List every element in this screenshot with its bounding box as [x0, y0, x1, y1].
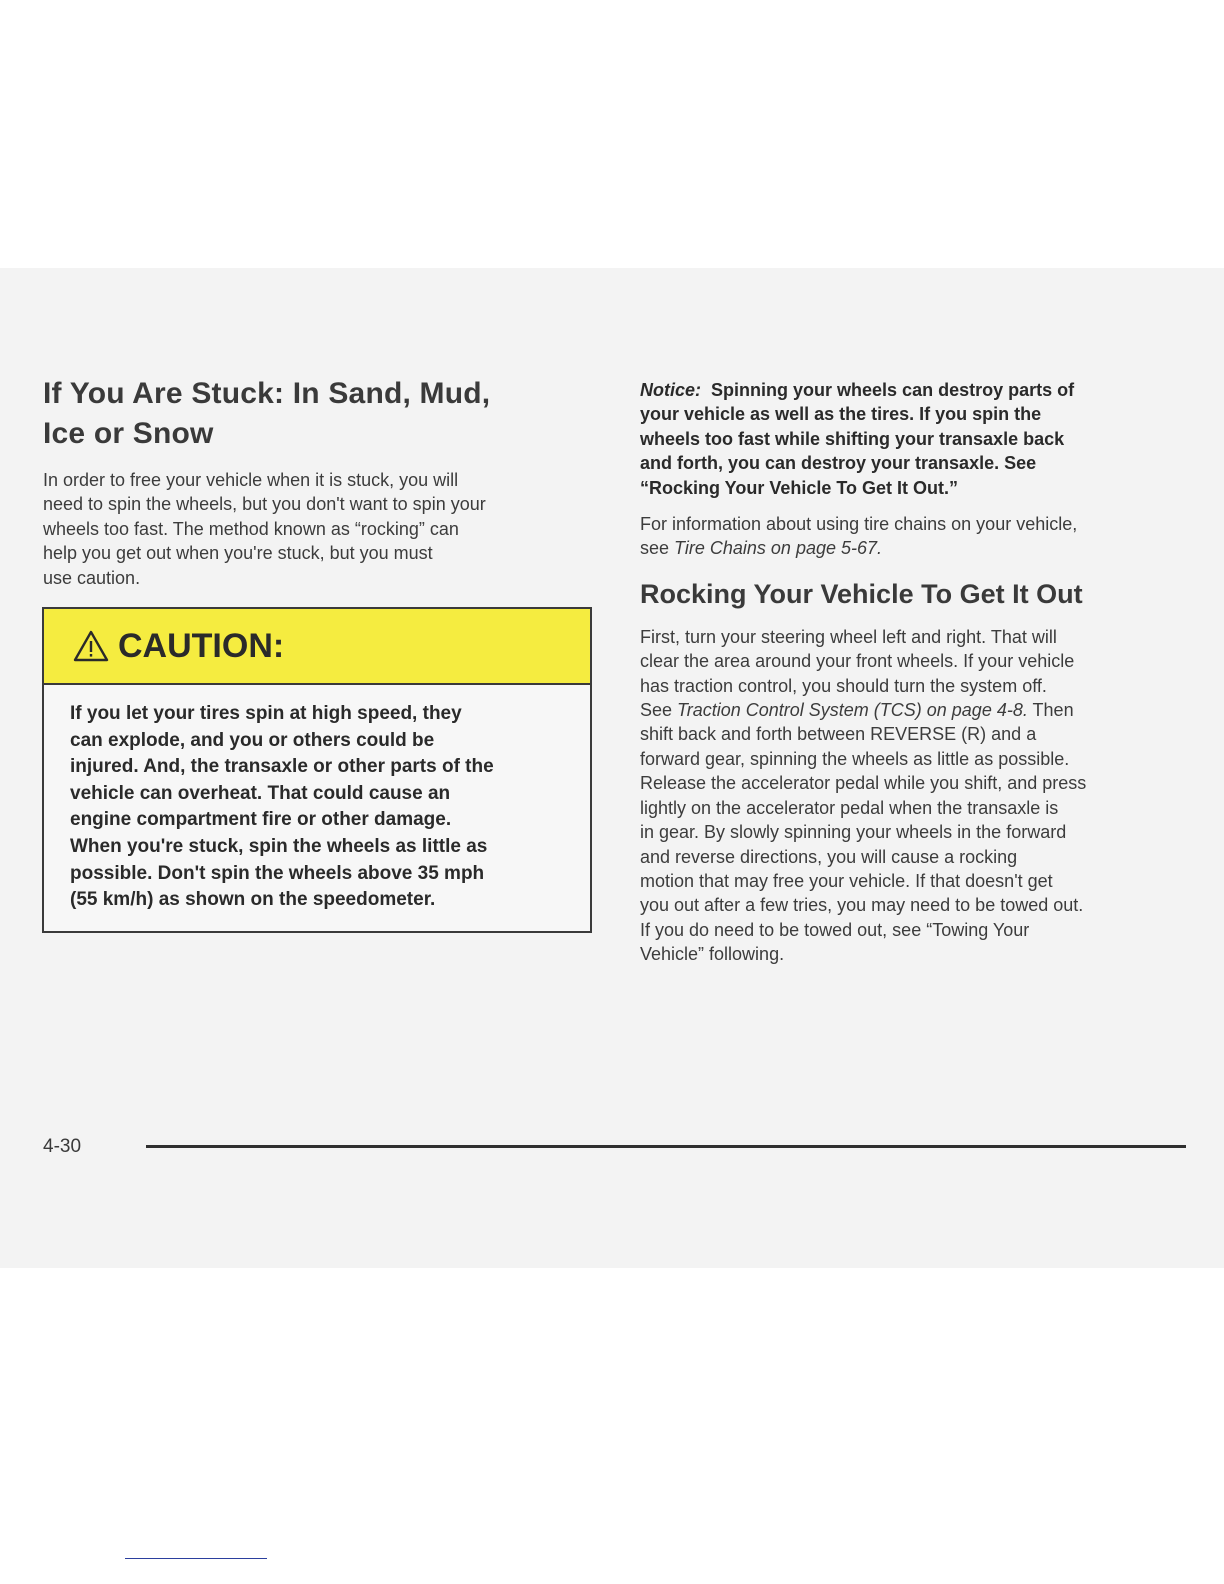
tcs-reference[interactable]: Traction Control System (TCS) on page 4-8. — [677, 700, 1028, 721]
left-column — [43, 374, 593, 590]
chains-see: see — [640, 538, 670, 559]
rocking-line: and reverse directions, you will cause a rocking — [640, 846, 1018, 867]
chains-line: For information about using tire chains on your vehicle, — [640, 514, 1078, 535]
notice-line: Spinning your wheels can destroy parts of — [711, 380, 1075, 400]
stuck-title-line2: Ice or Snow — [43, 417, 214, 450]
warning-triangle-icon — [72, 629, 110, 663]
caution-line: injured. And, the transaxle or other parts of the — [70, 756, 494, 778]
caution-label: CAUTION: — [118, 626, 285, 665]
intro-line: wheels too fast. The method known as “rocking” can — [43, 518, 459, 539]
rocking-line: shift back and forth between REVERSE (R) and a — [640, 724, 1037, 745]
caution-line: vehicle can overheat. That could cause an — [70, 782, 451, 804]
tire-chains-reference[interactable]: Tire Chains on page 5-67. — [674, 538, 883, 559]
caution-header — [44, 609, 590, 685]
rocking-line: First, turn your steering wheel left and right. That will — [640, 626, 1057, 647]
rocking-title: Rocking Your Vehicle To Get It Out — [640, 578, 1083, 609]
rocking-line: lightly on the accelerator pedal when the transaxle is — [640, 797, 1059, 818]
rocking-line: you out after a few tries, you may need to be towed out. — [640, 895, 1084, 916]
caution-line: can explode, and you or others could be — [70, 729, 435, 751]
notice-line: your vehicle as well as the tires. If you spin the — [640, 404, 1042, 425]
stuck-intro — [43, 468, 593, 590]
caution-line: When you're stuck, spin the wheels as little as — [70, 835, 488, 857]
tire-chains-paragraph — [640, 512, 1190, 561]
notice-line: “Rocking Your Vehicle To Get It Out.” — [640, 477, 959, 498]
caution-line: engine compartment fire or other damage. — [70, 809, 452, 831]
stuck-title — [43, 374, 593, 454]
rocking-line: clear the area around your front wheels. If your vehicle — [640, 651, 1075, 672]
page-number: 4-30 — [43, 1136, 82, 1157]
intro-line: help you get out when you're stuck, but you must — [43, 543, 433, 564]
rocking-line: motion that may free your vehicle. If that doesn't get — [640, 870, 1053, 891]
bottom-link-underline — [125, 1558, 267, 1559]
notice-paragraph — [640, 378, 1190, 500]
rocking-line: Release the accelerator pedal while you shift, and press — [640, 773, 1087, 794]
intro-line: need to spin the wheels, but you don't want to spin your — [43, 494, 486, 515]
rocking-line: Vehicle” following. — [640, 944, 785, 965]
right-column — [640, 378, 1190, 967]
caution-box — [42, 607, 592, 933]
notice-line: and forth, you can destroy your transaxle. See — [640, 453, 1037, 474]
tcs-see: See — [640, 700, 673, 721]
caution-line: (55 km/h) as shown on the speedometer. — [70, 889, 436, 911]
notice-label: Notice: — [640, 380, 702, 400]
caution-line: If you let your tires spin at high speed, they — [70, 703, 462, 724]
stuck-title-line1: If You Are Stuck: In Sand, Mud, — [43, 377, 491, 410]
intro-line: use caution. — [43, 567, 141, 588]
caution-line: possible. Don't spin the wheels above 35 mph — [70, 862, 485, 884]
rocking-line: in gear. By slowly spinning your wheels in the forward — [640, 822, 1067, 843]
footer-rule — [146, 1145, 1186, 1148]
intro-line: In order to free your vehicle when it is stuck, you will — [43, 470, 459, 490]
rocking-line: forward gear, spinning the wheels as little as possible. — [640, 748, 1070, 769]
tcs-after: Then — [1032, 700, 1074, 721]
notice-line: wheels too fast while shifting your transaxle back — [640, 428, 1065, 449]
rocking-paragraph — [640, 625, 1190, 967]
rocking-line: If you do need to be towed out, see “Towing Your — [640, 919, 1030, 940]
caution-text — [44, 685, 590, 914]
rocking-line: has traction control, you should turn the system off. — [640, 675, 1047, 696]
